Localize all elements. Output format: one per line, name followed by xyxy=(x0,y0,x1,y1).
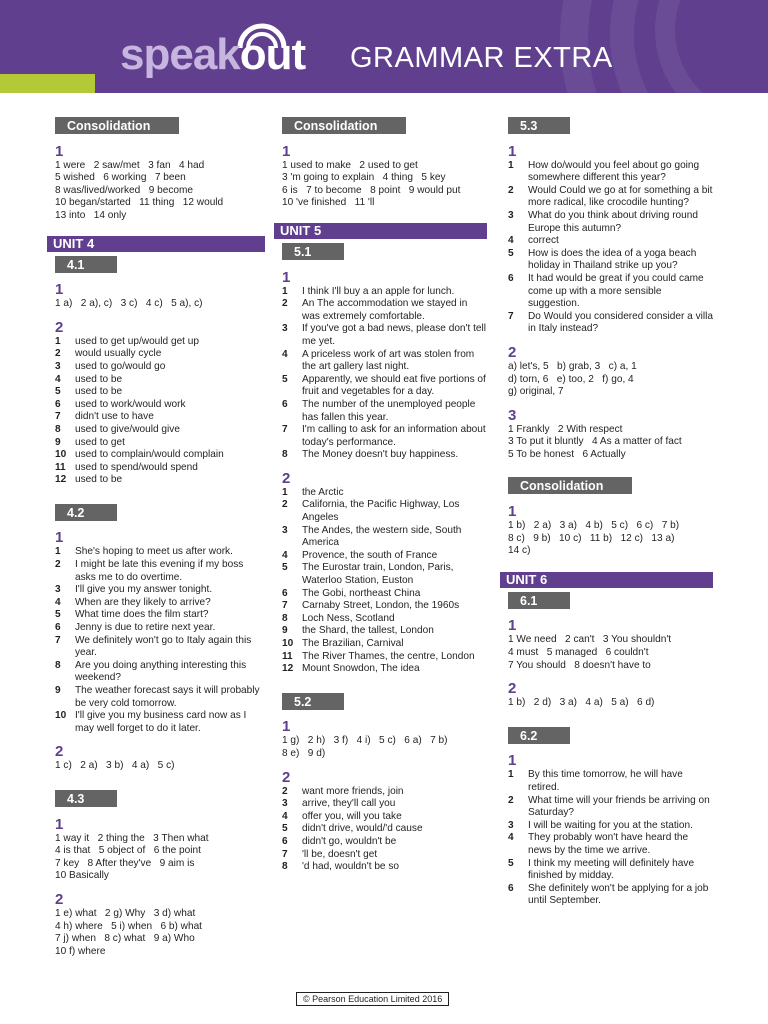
answer-item xyxy=(55,710,265,735)
item-text: would usually cycle xyxy=(75,348,162,360)
item-number: 6 xyxy=(282,398,288,410)
item-text: arrive, they'll call you xyxy=(302,798,396,810)
answer-item xyxy=(508,273,713,311)
item-number: 3 xyxy=(282,798,288,810)
answer-item xyxy=(55,685,265,710)
answer-line: 4 is that 5 object of 6 the point xyxy=(55,845,201,857)
item-number: 3 xyxy=(508,819,514,831)
item-text: By this time tomorrow, he will have retired. xyxy=(528,769,683,793)
item-number: 7 xyxy=(282,424,288,436)
answer-item xyxy=(282,823,487,836)
answer-item xyxy=(55,546,265,559)
answer-item xyxy=(282,786,487,799)
answer-list xyxy=(55,546,265,735)
answer-line: 5 To be honest 6 Actually xyxy=(508,448,626,460)
answer-list xyxy=(55,336,265,487)
item-text: 'll be, doesn't get xyxy=(302,848,378,860)
section-heading: 6.1 xyxy=(508,592,570,609)
item-text: It had would be great if you could came come up with a more sensible suggestion. xyxy=(528,272,704,310)
answer-item xyxy=(508,832,713,857)
answer-item xyxy=(508,820,713,833)
item-number: 4 xyxy=(55,373,61,385)
item-number: 11 xyxy=(55,461,66,473)
section-heading: 5.1 xyxy=(282,243,344,260)
answer-block xyxy=(55,833,265,883)
answer-item xyxy=(282,613,487,626)
item-number: 1 xyxy=(55,335,61,347)
answer-item xyxy=(55,361,265,374)
section-heading: Consolidation xyxy=(282,117,406,134)
copyright-footer: © Pearson Education Limited 2016 xyxy=(296,992,449,1006)
item-number: 2 xyxy=(282,785,288,797)
exercise-number: 2 xyxy=(282,469,291,487)
exercise-number: 1 xyxy=(55,529,64,547)
section-heading: 6.2 xyxy=(508,727,570,744)
item-text: Provence, the south of France xyxy=(302,549,438,561)
item-text: She definitely won't be applying for a job until September. xyxy=(528,882,709,907)
answer-item xyxy=(282,600,487,613)
item-number: 5 xyxy=(282,373,288,385)
answer-block xyxy=(508,634,713,672)
answer-line: 1 b) 2 d) 3 a) 4 a) 5 a) 6 d) xyxy=(508,697,655,709)
answer-item xyxy=(282,323,487,348)
answer-item xyxy=(55,609,265,622)
item-text: An The accommodation we stayed in was extremely comfortable. xyxy=(302,298,468,322)
answer-item xyxy=(508,858,713,883)
answer-block xyxy=(55,908,265,958)
exercise-number: 1 xyxy=(55,815,64,833)
item-number: 4 xyxy=(508,235,514,247)
item-number: 1 xyxy=(55,546,61,558)
item-text: I'll give you my business card now as I may well forget to do it later. xyxy=(75,710,247,734)
answer-block xyxy=(508,697,713,710)
item-number: 10 xyxy=(55,710,67,722)
item-number: 2 xyxy=(508,184,514,196)
answer-item xyxy=(282,861,487,874)
item-number: 1 xyxy=(508,769,514,781)
item-number: 1 xyxy=(282,285,288,297)
item-number: 7 xyxy=(508,310,514,322)
answer-item xyxy=(282,525,487,550)
answer-item xyxy=(282,651,487,664)
item-number: 3 xyxy=(55,360,61,372)
answer-item xyxy=(55,374,265,387)
answer-line: 3 'm going to explain 4 thing 5 key xyxy=(282,172,446,184)
item-text: used to complain/would complain xyxy=(75,449,224,461)
answer-line: 10 f) where xyxy=(55,945,106,957)
answer-item xyxy=(282,550,487,563)
item-number: 2 xyxy=(55,559,61,571)
item-number: 12 xyxy=(282,663,294,675)
item-number: 5 xyxy=(508,247,514,259)
answer-item xyxy=(55,336,265,349)
exercise-number: 1 xyxy=(508,503,517,521)
answer-item xyxy=(282,487,487,500)
answer-item xyxy=(508,883,713,908)
answer-item xyxy=(508,769,713,794)
item-text: The Gobi, northeast China xyxy=(302,587,421,599)
item-number: 9 xyxy=(55,436,61,448)
item-number: 5 xyxy=(55,609,61,621)
answer-item xyxy=(508,795,713,820)
item-text: used to work/would work xyxy=(75,398,186,410)
item-number: 10 xyxy=(55,449,67,461)
item-number: 2 xyxy=(55,348,61,360)
item-text: used to be xyxy=(75,373,123,385)
answer-line: 10 began/started 11 thing 12 would xyxy=(55,197,224,209)
item-number: 4 xyxy=(282,549,288,561)
answer-line: 7 key 8 After they've 9 aim is xyxy=(55,857,195,869)
answer-item xyxy=(55,411,265,424)
item-text: We definitely won't go to Italy again this year. xyxy=(75,634,252,659)
item-text: A priceless work of art was stolen from the art gallery last night. xyxy=(302,348,475,373)
section-heading: 4.1 xyxy=(55,256,117,273)
answer-item xyxy=(55,622,265,635)
answer-line: 1 way it 2 thing the 3 Then what xyxy=(55,832,209,844)
answer-item xyxy=(282,298,487,323)
answer-item xyxy=(282,849,487,862)
item-text: Apparently, we should eat five portions of fruit and vegetables for a day. xyxy=(302,373,486,398)
answer-list xyxy=(282,487,487,676)
item-number: 1 xyxy=(508,159,514,171)
column-3 xyxy=(508,117,713,908)
item-number: 9 xyxy=(55,685,61,696)
item-number: 2 xyxy=(508,794,514,806)
answer-line: 4 must 5 managed 6 couldn't xyxy=(508,647,649,659)
item-text: What time does the film start? xyxy=(75,609,209,621)
answer-item xyxy=(55,399,265,412)
item-text: used to go/would go xyxy=(75,360,166,372)
answer-line: 1 were 2 saw/met 3 fan 4 had xyxy=(55,159,205,171)
answer-line: d) torn, 6 e) too, 2 f) go, 4 xyxy=(508,373,634,385)
answer-block xyxy=(55,298,265,311)
answer-line: 8 e) 9 d) xyxy=(282,747,326,759)
answer-item xyxy=(282,499,487,524)
item-number: 8 xyxy=(282,449,288,461)
answer-line: 4 h) where 5 i) when 6 b) what xyxy=(55,920,202,932)
exercise-number: 1 xyxy=(282,268,291,286)
accent-bar xyxy=(0,74,95,93)
answer-line: 7 j) when 8 c) what 9 a) Who xyxy=(55,933,195,945)
answer-item xyxy=(282,374,487,399)
answer-item xyxy=(55,424,265,437)
exercise-number: 2 xyxy=(55,890,64,908)
answer-item xyxy=(282,798,487,811)
answer-line: 1 Frankly 2 With respect xyxy=(508,423,623,435)
answer-line: 13 into 14 only xyxy=(55,209,127,221)
answer-item xyxy=(55,635,265,660)
item-text: used to be xyxy=(75,474,123,486)
answer-block xyxy=(508,361,713,399)
item-text: I'm calling to ask for an information about today's performance. xyxy=(302,424,486,448)
answer-line: a) let's, 5 b) grab, 3 c) a, 1 xyxy=(508,360,637,372)
item-number: 10 xyxy=(282,638,294,649)
item-number: 6 xyxy=(55,398,61,410)
column-2 xyxy=(282,117,487,874)
item-number: 4 xyxy=(508,832,514,844)
item-text: 'd had, wouldn't be so xyxy=(302,861,400,873)
answer-block xyxy=(508,520,713,558)
item-text: The Brazilian, Carnival xyxy=(302,638,404,649)
section-heading: 4.2 xyxy=(55,504,117,521)
answer-item xyxy=(508,235,713,248)
item-text: The Eurostar train, London, Paris, Waterloo Station, Euston xyxy=(302,562,454,587)
item-number: 6 xyxy=(55,622,61,634)
answer-item xyxy=(282,625,487,638)
answer-item xyxy=(55,584,265,597)
answer-line: 1 e) what 2 g) Why 3 d) what xyxy=(55,907,196,919)
answer-item xyxy=(55,597,265,610)
answer-item xyxy=(282,562,487,587)
item-text: want more friends, join xyxy=(302,785,404,797)
item-number: 7 xyxy=(55,411,61,423)
item-number: 9 xyxy=(282,625,288,637)
section-heading: Consolidation xyxy=(55,117,179,134)
answer-line: 1 used to make 2 used to get xyxy=(282,159,418,171)
answer-line: g) original, 7 xyxy=(508,386,564,398)
answer-block xyxy=(55,160,265,223)
item-number: 8 xyxy=(55,423,61,435)
section-heading: 5.2 xyxy=(282,693,344,710)
answer-block xyxy=(55,760,265,773)
answer-item xyxy=(282,449,487,462)
item-text: Carnaby Street, London, the 1960s xyxy=(302,600,460,612)
item-number: 8 xyxy=(282,612,288,624)
answer-item xyxy=(282,399,487,424)
item-text: I think my meeting will definitely have finished by midday. xyxy=(528,857,695,882)
item-number: 7 xyxy=(55,634,61,646)
answer-item xyxy=(282,638,487,651)
answer-block xyxy=(282,160,487,210)
item-number: 4 xyxy=(55,596,61,608)
column-1 xyxy=(55,117,265,958)
answer-item xyxy=(282,836,487,849)
answer-item xyxy=(508,185,713,210)
item-text: What time will your friends be arriving on Saturday? xyxy=(528,794,710,819)
item-number: 11 xyxy=(282,650,293,662)
item-number: 6 xyxy=(282,587,288,599)
item-number: 5 xyxy=(282,823,288,835)
exercise-number: 1 xyxy=(282,142,291,160)
unit-heading: UNIT 4 xyxy=(47,236,265,252)
item-number: 6 xyxy=(508,272,514,284)
item-text: She's hoping to meet us after work. xyxy=(75,546,233,558)
item-text: used to get up/would get up xyxy=(75,335,200,347)
answer-line: 1 c) 2 a) 3 b) 4 a) 5 c) xyxy=(55,760,175,772)
item-number: 2 xyxy=(282,499,288,511)
item-number: 12 xyxy=(55,474,67,486)
answer-line: 6 is 7 to become 8 point 9 would put xyxy=(282,184,461,196)
item-number: 1 xyxy=(282,486,288,498)
answer-line: 5 wished 6 working 7 been xyxy=(55,172,186,184)
answer-item xyxy=(55,348,265,361)
item-text: I will be waiting for you at the station. xyxy=(528,819,693,831)
exercise-number: 1 xyxy=(508,752,517,770)
item-text: The weather forecast says it will probably be very cold tomorrow. xyxy=(75,685,260,709)
answer-item xyxy=(55,660,265,685)
item-text: How is does the idea of a yoga beach holiday in Thailand strike up you? xyxy=(528,247,697,272)
answer-item xyxy=(282,349,487,374)
answer-item xyxy=(282,663,487,676)
item-number: 3 xyxy=(55,584,61,596)
answer-line: 7 You should 8 doesn't have to xyxy=(508,659,651,671)
unit-heading: UNIT 5 xyxy=(274,223,487,239)
item-text: California, the Pacific Highway, Los Angeles xyxy=(302,499,460,524)
item-text: Mount Snowdon, The idea xyxy=(302,663,420,675)
exercise-number: 2 xyxy=(55,318,64,336)
answer-line: 3 To put it bluntly 4 As a matter of fact xyxy=(508,436,682,448)
answer-line: 8 was/lived/worked 9 become xyxy=(55,184,194,196)
item-text: Do Would you considered consider a villa in Italy instead? xyxy=(528,310,713,335)
exercise-number: 2 xyxy=(508,343,517,361)
item-text: didn't drive, would/'d cause xyxy=(302,823,423,835)
item-number: 5 xyxy=(508,857,514,869)
answer-line: 10 've finished 11 'll xyxy=(282,197,375,209)
answer-line: 8 c) 9 b) 10 c) 11 b) 12 c) 13 a) xyxy=(508,532,675,544)
answer-line: 1 b) 2 a) 3 a) 4 b) 5 c) 6 c) 7 b) xyxy=(508,520,680,532)
answer-list xyxy=(508,160,713,336)
answer-item xyxy=(508,160,713,185)
item-text: didn't use to have xyxy=(75,411,154,423)
item-text: The Andes, the western side, South America xyxy=(302,524,462,549)
answer-list xyxy=(282,286,487,462)
answer-item xyxy=(508,210,713,235)
exercise-number: 2 xyxy=(55,743,64,761)
answer-item xyxy=(508,311,713,336)
exercise-number: 1 xyxy=(55,281,64,299)
item-number: 7 xyxy=(282,600,288,612)
item-text: I might be late this evening if my boss asks me to do overtime. xyxy=(75,559,244,583)
item-text: the Arctic xyxy=(302,486,344,498)
item-text: used to spend/would spend xyxy=(75,461,198,473)
item-number: 4 xyxy=(282,348,288,360)
answer-line: 1 We need 2 can't 3 You shouldn't xyxy=(508,634,672,646)
item-number: 5 xyxy=(55,386,61,398)
page-header xyxy=(0,0,768,93)
item-text: When are they likely to arrive? xyxy=(75,596,211,608)
item-number: 8 xyxy=(282,861,288,873)
item-text: Loch Ness, Scotland xyxy=(302,612,395,624)
answer-line: 1 g) 2 h) 3 f) 4 i) 5 c) 6 a) 7 b) xyxy=(282,735,448,747)
item-text: I'll give you my answer tonight. xyxy=(75,584,213,596)
answer-item xyxy=(508,248,713,273)
answer-block xyxy=(282,735,487,760)
answer-list xyxy=(508,769,713,908)
item-text: offer you, will you take xyxy=(302,810,402,822)
item-text: used to get xyxy=(75,436,125,448)
answer-item xyxy=(55,449,265,462)
answer-list xyxy=(282,786,487,874)
answer-item xyxy=(55,462,265,475)
item-text: Are you doing anything interesting this weekend? xyxy=(75,659,247,684)
answer-item xyxy=(282,424,487,449)
item-number: 6 xyxy=(282,835,288,847)
exercise-number: 1 xyxy=(282,718,291,736)
item-text: used to give/would give xyxy=(75,423,180,435)
item-text: The River Thames, the centre, London xyxy=(302,650,475,662)
answer-item xyxy=(55,386,265,399)
answer-line: 10 Basically xyxy=(55,870,109,882)
exercise-number: 3 xyxy=(508,406,517,424)
answer-item xyxy=(282,588,487,601)
answer-block xyxy=(508,424,713,462)
unit-heading: UNIT 6 xyxy=(500,572,713,588)
item-number: 2 xyxy=(282,298,288,310)
exercise-number: 1 xyxy=(55,142,64,160)
item-number: 3 xyxy=(282,323,288,335)
exercise-number: 2 xyxy=(508,680,517,698)
section-heading: 4.3 xyxy=(55,790,117,807)
section-heading: Consolidation xyxy=(508,477,632,494)
page-title: GRAMMAR EXTRA xyxy=(350,42,613,74)
exercise-number: 1 xyxy=(508,142,517,160)
decor-circle xyxy=(655,0,768,93)
item-text: Would Could we go at for something a bit more radical, like crocodile hunting? xyxy=(528,184,713,209)
item-number: 3 xyxy=(282,524,288,536)
item-number: 4 xyxy=(282,810,288,822)
section-heading: 5.3 xyxy=(508,117,570,134)
answer-item xyxy=(282,286,487,299)
item-number: 8 xyxy=(55,659,61,671)
item-text: If you've got a bad news, please don't tell me yet. xyxy=(302,323,486,347)
item-number: 3 xyxy=(508,209,514,221)
item-text: I think I'll buy a an apple for lunch. xyxy=(302,285,455,297)
answer-item xyxy=(282,811,487,824)
exercise-number: 1 xyxy=(508,617,517,635)
item-number: 7 xyxy=(282,848,288,860)
answer-line: 1 a) 2 a), c) 3 c) 4 c) 5 a), c) xyxy=(55,298,203,310)
item-text: the Shard, the tallest, London xyxy=(302,625,434,637)
item-text: The number of the unemployed people has fallen this year. xyxy=(302,398,476,423)
item-text: Jenny is due to retire next year. xyxy=(75,622,216,634)
item-text: How do/would you feel about go going somewhere different this year? xyxy=(528,159,700,184)
item-text: The Money doesn't buy happiness. xyxy=(302,449,459,461)
answer-line: 14 c) xyxy=(508,545,531,557)
item-number: 6 xyxy=(508,882,514,894)
item-text: didn't go, wouldn't be xyxy=(302,835,397,847)
answer-item xyxy=(55,474,265,487)
speakout-logo: speakout xyxy=(120,30,306,79)
item-number: 5 xyxy=(282,562,288,574)
item-text: correct xyxy=(528,235,559,247)
answer-item xyxy=(55,437,265,450)
item-text: used to be xyxy=(75,386,123,398)
answer-item xyxy=(55,559,265,584)
item-text: What do you think about driving round Europe this autumn? xyxy=(528,209,699,234)
exercise-number: 2 xyxy=(282,768,291,786)
item-text: They probably won't have heard the news by the time we arrive. xyxy=(528,832,689,856)
